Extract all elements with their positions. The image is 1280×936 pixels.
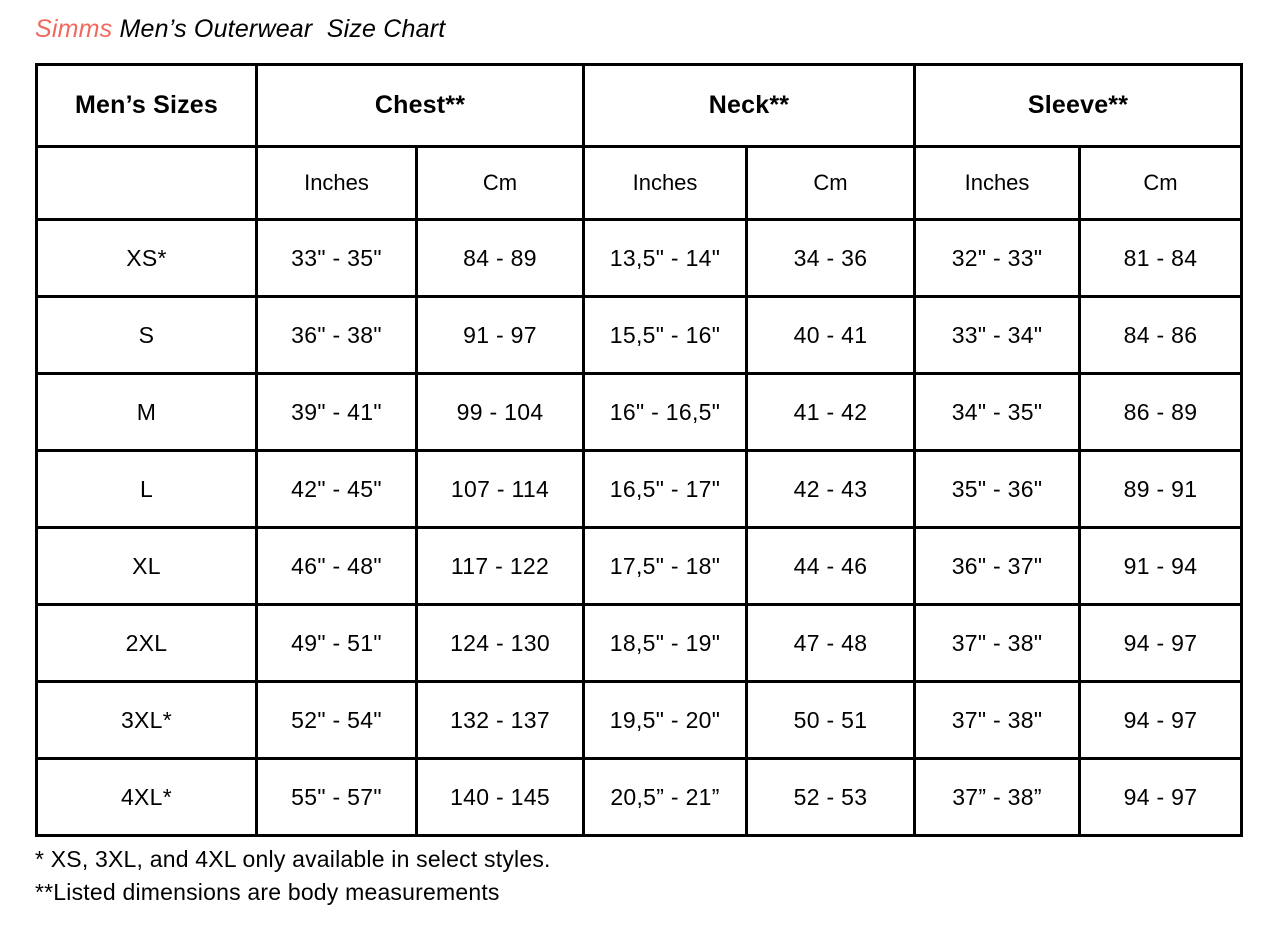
value-cell: 16" - 16,5": [584, 374, 747, 451]
value-cell: 94 - 97: [1080, 682, 1242, 759]
table-row: [37, 605, 1242, 682]
value-cell: 40 - 41: [747, 297, 915, 374]
size-cell: 3XL*: [37, 682, 257, 759]
unit-header-chest-inches: Inches: [257, 147, 417, 220]
page-title: [35, 15, 445, 44]
unit-header-sleeve-inches: Inches: [915, 147, 1080, 220]
unit-header-row: [37, 147, 1242, 220]
value-cell: 35" - 36": [915, 451, 1080, 528]
table-row: [37, 374, 1242, 451]
value-cell: 41 - 42: [747, 374, 915, 451]
value-cell: 84 - 89: [417, 220, 584, 297]
value-cell: 37" - 38": [915, 682, 1080, 759]
value-cell: 18,5" - 19": [584, 605, 747, 682]
brand-name: Simms: [35, 15, 113, 43]
size-cell: 2XL: [37, 605, 257, 682]
value-cell: 81 - 84: [1080, 220, 1242, 297]
group-header-row: [37, 65, 1242, 147]
table-row: [37, 528, 1242, 605]
value-cell: 32" - 33": [915, 220, 1080, 297]
size-chart-table: [35, 63, 1243, 837]
table-row: [37, 451, 1242, 528]
size-cell: XS*: [37, 220, 257, 297]
value-cell: 55" - 57": [257, 759, 417, 836]
value-cell: 36" - 38": [257, 297, 417, 374]
value-cell: 86 - 89: [1080, 374, 1242, 451]
value-cell: 37” - 38”: [915, 759, 1080, 836]
value-cell: 36" - 37": [915, 528, 1080, 605]
value-cell: 117 - 122: [417, 528, 584, 605]
footnote-body-measurements: **Listed dimensions are body measurements: [35, 879, 500, 905]
value-cell: 52 - 53: [747, 759, 915, 836]
value-cell: 13,5" - 14": [584, 220, 747, 297]
value-cell: 33" - 35": [257, 220, 417, 297]
value-cell: 16,5" - 17": [584, 451, 747, 528]
value-cell: 91 - 94: [1080, 528, 1242, 605]
value-cell: 84 - 86: [1080, 297, 1242, 374]
value-cell: 124 - 130: [417, 605, 584, 682]
unit-header-chest-cm: Cm: [417, 147, 584, 220]
value-cell: 20,5” - 21”: [584, 759, 747, 836]
header-mens-sizes: Men’s Sizes: [37, 65, 257, 147]
value-cell: 33" - 34": [915, 297, 1080, 374]
value-cell: 140 - 145: [417, 759, 584, 836]
unit-header-neck-inches: Inches: [584, 147, 747, 220]
size-cell: XL: [37, 528, 257, 605]
table-row: [37, 759, 1242, 836]
value-cell: 37" - 38": [915, 605, 1080, 682]
value-cell: 47 - 48: [747, 605, 915, 682]
value-cell: 50 - 51: [747, 682, 915, 759]
size-cell: S: [37, 297, 257, 374]
value-cell: 34 - 36: [747, 220, 915, 297]
footnote-select-styles: * XS, 3XL, and 4XL only available in select styles.: [35, 846, 551, 872]
value-cell: 39" - 41": [257, 374, 417, 451]
value-cell: 42" - 45": [257, 451, 417, 528]
table-row: [37, 297, 1242, 374]
unit-header-neck-cm: Cm: [747, 147, 915, 220]
value-cell: 99 - 104: [417, 374, 584, 451]
title-rest: Men’s Outerwear Size Chart: [112, 15, 446, 43]
value-cell: 19,5" - 20": [584, 682, 747, 759]
value-cell: 46" - 48": [257, 528, 417, 605]
header-sleeve: Sleeve**: [915, 65, 1242, 147]
value-cell: 132 - 137: [417, 682, 584, 759]
value-cell: 17,5" - 18": [584, 528, 747, 605]
value-cell: 34" - 35": [915, 374, 1080, 451]
empty-header-cell: [37, 147, 257, 220]
size-cell: M: [37, 374, 257, 451]
value-cell: 94 - 97: [1080, 605, 1242, 682]
value-cell: 89 - 91: [1080, 451, 1242, 528]
value-cell: 44 - 46: [747, 528, 915, 605]
value-cell: 15,5" - 16": [584, 297, 747, 374]
footnotes: [35, 843, 551, 909]
value-cell: 42 - 43: [747, 451, 915, 528]
value-cell: 91 - 97: [417, 297, 584, 374]
size-cell: 4XL*: [37, 759, 257, 836]
header-chest: Chest**: [257, 65, 584, 147]
table-row: [37, 220, 1242, 297]
table-row: [37, 682, 1242, 759]
value-cell: 49" - 51": [257, 605, 417, 682]
value-cell: 52" - 54": [257, 682, 417, 759]
size-cell: L: [37, 451, 257, 528]
value-cell: 94 - 97: [1080, 759, 1242, 836]
header-neck: Neck**: [584, 65, 915, 147]
unit-header-sleeve-cm: Cm: [1080, 147, 1242, 220]
value-cell: 107 - 114: [417, 451, 584, 528]
